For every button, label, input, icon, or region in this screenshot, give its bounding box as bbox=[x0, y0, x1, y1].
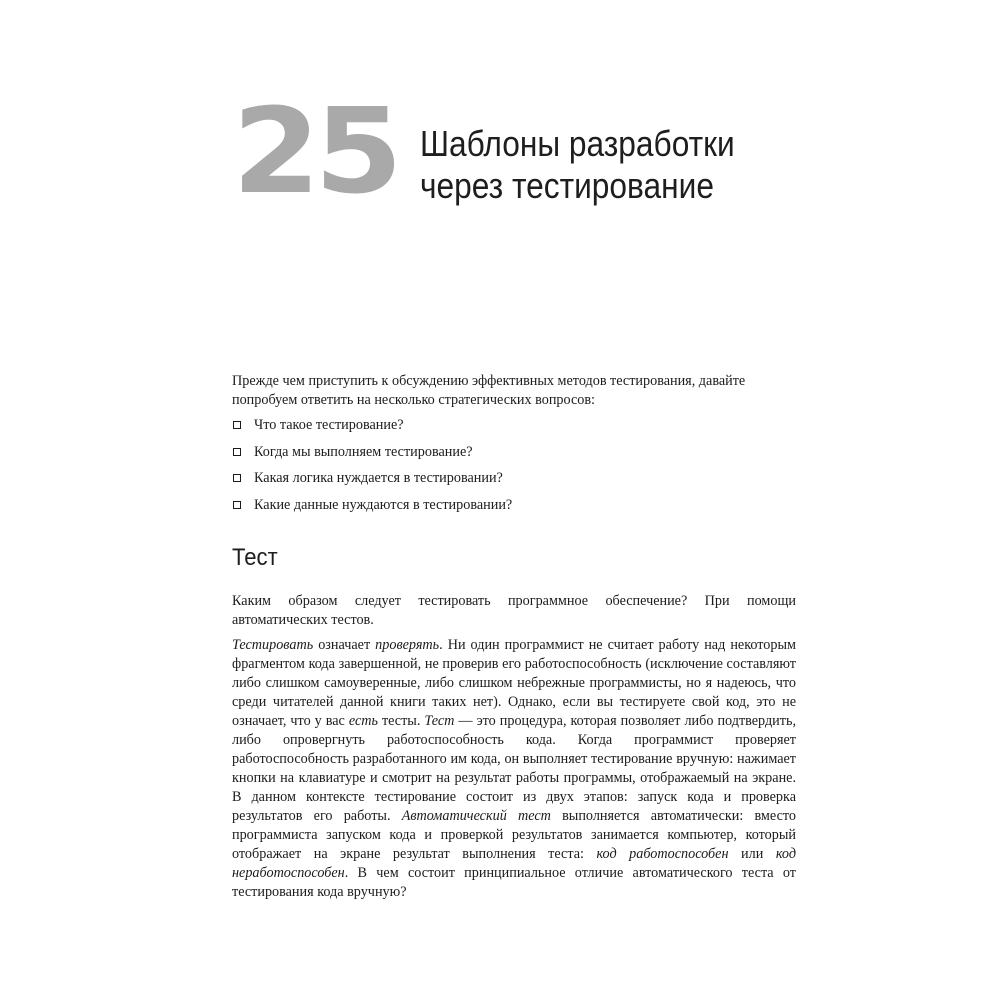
list-item bbox=[232, 496, 796, 523]
chapter-title bbox=[420, 123, 735, 207]
italic-term: есть bbox=[348, 713, 378, 729]
italic-term: Автоматический тест bbox=[401, 808, 551, 824]
section-paragraph-2 bbox=[232, 636, 796, 902]
checkbox-bullet-icon bbox=[233, 448, 241, 456]
text-run: означает bbox=[313, 637, 376, 653]
text-run: — это процедура, которая позволяет либо подтвердить, либо опровергнуть работоспособность кода. Когда программист проверяет работоспособность разработанного им кода, он выполняет тестирование вручную: нажимает кнопки на клавиатуре и смотрит на результат работы программы, отображаемый на экране. В данном контексте тестирование состоит из двух этапов: запуск кода и проверка результатов его работы. bbox=[232, 713, 796, 824]
question-list bbox=[232, 416, 796, 522]
italic-term: Тестировать bbox=[232, 637, 314, 653]
section-paragraph-1: Каким образом следует тестировать программное обеспечение? При помощи автоматических тестов. bbox=[232, 593, 796, 628]
text-run: или bbox=[728, 846, 776, 862]
checkbox-bullet-icon bbox=[233, 474, 241, 482]
text-run: . Ни один программист не считает работу над некоторым фрагментом кода завершенной, не проверив его работоспособность (исключение составляют либо слишком самоуверенные, либо слишком небрежные программисты, но я надеюсь, что среди читателей данной книги таких нет). Однако, если вы тестируете свой код, это не означает, что у вас bbox=[232, 637, 797, 729]
checkbox-bullet-icon bbox=[233, 421, 241, 429]
list-item bbox=[232, 443, 796, 470]
list-item bbox=[232, 469, 796, 496]
chapter-title-line-2: через тестирование bbox=[420, 165, 714, 206]
text-run: . В чем состоит принципиальное отличие автоматического теста от тестирования кода вручную? bbox=[232, 865, 796, 900]
intro-paragraph: Прежде чем приступить к обсуждению эффективных методов тестирования, давайте попробуем ответить на несколько стратегических вопросов: bbox=[232, 373, 746, 408]
chapter-title-line-1: Шаблоны разработки bbox=[420, 123, 735, 164]
italic-term: код неработоспособен bbox=[232, 846, 796, 881]
checkbox-bullet-icon bbox=[233, 501, 241, 509]
chapter-number: 25 bbox=[232, 82, 397, 220]
list-item bbox=[232, 416, 796, 443]
page-content bbox=[232, 372, 796, 908]
list-item-text: Что такое тестирование? bbox=[254, 417, 404, 433]
italic-term: проверять bbox=[375, 637, 440, 653]
list-item-text: Когда мы выполняем тестирование? bbox=[254, 443, 473, 460]
list-item-text: Какая логика нуждается в тестировании? bbox=[254, 470, 503, 486]
list-item-text: Какие данные нуждаются в тестировании? bbox=[254, 496, 513, 513]
italic-term: Тест bbox=[424, 713, 455, 729]
section-heading: Тест bbox=[232, 544, 278, 571]
text-run: выполняется автоматически: вместо программиста запуском кода и проверкой результатов занимается компьютер, который отображает на экране результат выполнения теста: bbox=[232, 808, 796, 862]
text-run: тесты. bbox=[377, 713, 425, 729]
italic-term: код работоспособен bbox=[596, 846, 729, 862]
